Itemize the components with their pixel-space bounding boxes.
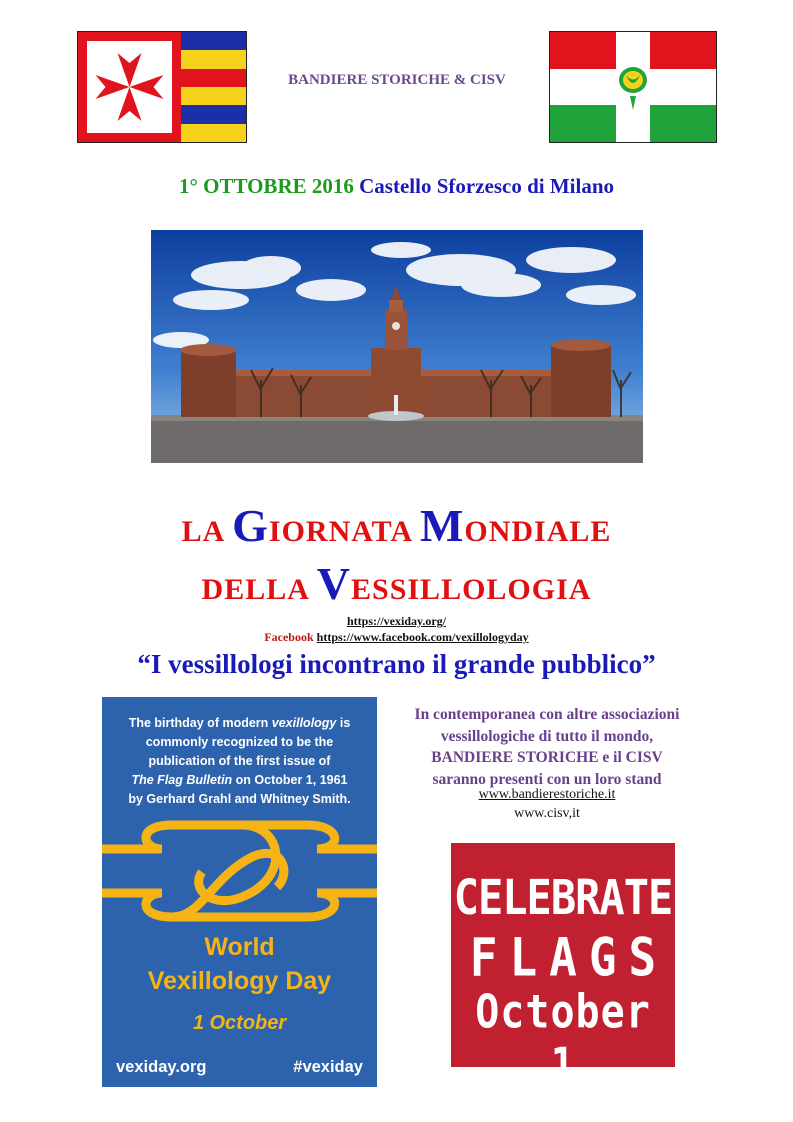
- facebook-line: [0, 630, 793, 645]
- facebook-label: Facebook: [264, 630, 314, 644]
- title-text: IORNATA: [268, 515, 420, 548]
- title-text: ESSILLOLOGIA: [351, 573, 592, 606]
- announcement-line: In contemporanea con altre associazioni: [414, 706, 680, 723]
- poster-text: is: [336, 716, 351, 730]
- announcement-line: saranno presenti con un loro stand: [432, 770, 662, 788]
- poster-site: vexiday.org: [116, 1058, 207, 1076]
- title-cap-v: V: [316, 558, 351, 609]
- title-text: LA: [181, 515, 233, 548]
- event-date-line: [0, 174, 793, 199]
- title-cap-g: G: [232, 500, 269, 551]
- cisv-emblem-icon: [616, 58, 650, 116]
- october-line: October 1: [475, 986, 651, 1092]
- facebook-link[interactable]: https://www.facebook.com/vexillologyday: [316, 630, 529, 644]
- vexiday-link[interactable]: https://vexiday.org/: [346, 614, 446, 628]
- poster-text: The birthday of modern: [128, 716, 269, 730]
- event-date: 1° OTTOBRE 2016: [178, 174, 354, 198]
- header-title: BANDIERE STORICHE & CISV: [288, 72, 506, 88]
- celebrate-flags-banner: [451, 843, 675, 1092]
- poster-description: [110, 714, 369, 809]
- poster-hashtag: #vexiday: [293, 1058, 363, 1076]
- maltese-cross-icon: [87, 41, 172, 133]
- bandiere-storiche-link[interactable]: www.bandierestoriche.it: [478, 787, 616, 802]
- quote-slogan: “I vessillologi incontrano il grande pubblico”: [137, 649, 656, 679]
- title-cap-m: M: [419, 500, 465, 551]
- poster-title: [102, 930, 377, 998]
- poster-text: commonly recognized to be the: [145, 735, 334, 749]
- knot-icon: [102, 817, 377, 927]
- main-title-line2: [0, 557, 793, 610]
- announcement-line: vessillologiche di tutto il mondo,: [440, 727, 654, 745]
- cisv-flag: [549, 31, 717, 143]
- main-title-line1: [0, 499, 793, 552]
- poster-date: 1 October: [192, 1012, 287, 1034]
- title-text: ONDIALE: [464, 515, 612, 548]
- title-text: DELLA: [201, 573, 317, 606]
- maltese-cross-flag: [77, 31, 247, 143]
- cisv-site-text: www.cisv,it: [514, 806, 580, 821]
- poster-text: by Gerhard Grahl and Whitney Smith.: [128, 792, 351, 806]
- castello-sforzesco-photo: [151, 230, 643, 463]
- flags-line: FLAGS: [469, 925, 669, 989]
- poster-text-italic: The Flag Bulletin: [131, 773, 233, 787]
- poster-text: on October 1, 1961: [232, 773, 348, 787]
- event-place: Castello Sforzesco di Milano: [359, 174, 615, 198]
- celebrate-line: CELEBRATE: [453, 869, 673, 926]
- poster-title-line: World: [204, 933, 275, 961]
- poster-text-italic: vexillology: [271, 716, 337, 730]
- poster-title-line: Vexillology Day: [147, 967, 332, 995]
- poster-text: publication of the first issue of: [148, 754, 331, 768]
- announcement-line: BANDIERE STORICHE e il CISV: [431, 749, 663, 766]
- world-vexillology-day-poster: [102, 697, 377, 1087]
- announcement-text: [382, 704, 712, 790]
